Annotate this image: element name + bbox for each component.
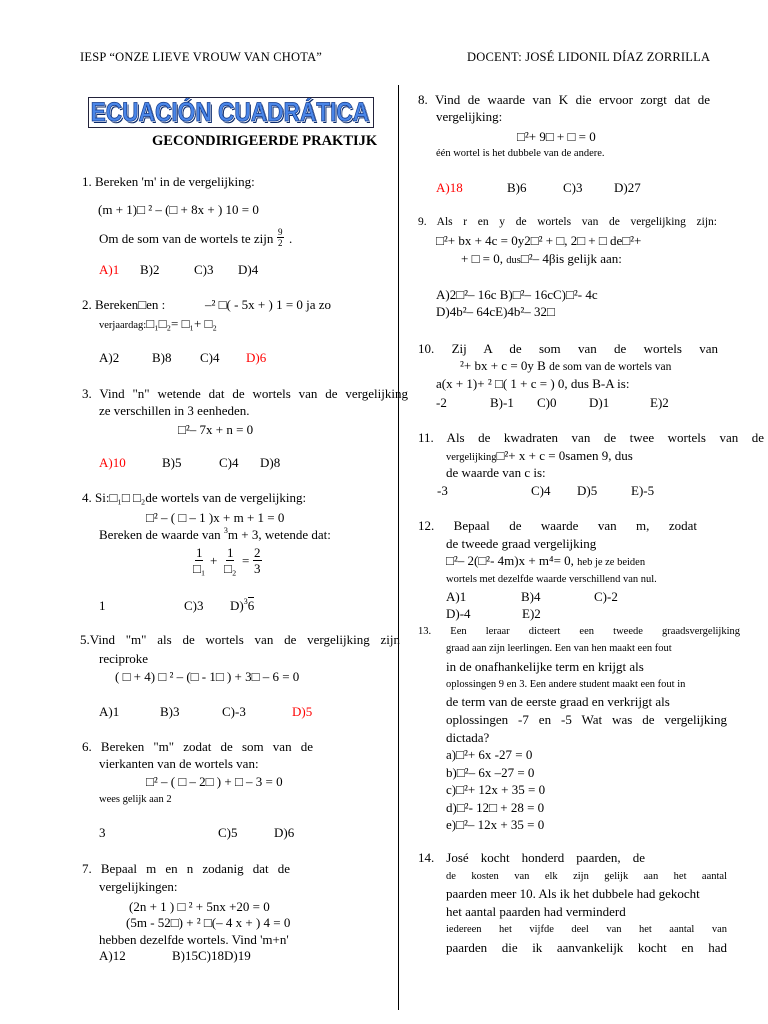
q4-answer-d <box>230 598 254 614</box>
q11-answer-d: D)5 <box>577 483 598 498</box>
q4-answer-c: C)3 <box>184 598 204 613</box>
title-banner-text: ECUACIÓN CUADRÁTICA <box>90 97 370 127</box>
q4-operator-plus: + <box>210 553 218 568</box>
q4-answer-d-prefix: D) <box>230 598 244 613</box>
q2-answer-b: B)8 <box>152 350 172 365</box>
q12-answer-c: C)-2 <box>594 589 618 604</box>
q1-answer-c: C)3 <box>194 262 214 277</box>
q12-equation-tail: heb je ze beiden <box>577 557 646 568</box>
q7-equation-2: (5m - 52□) + ² □(– 4 x + ) 4 = 0 <box>126 915 291 930</box>
q8-answer-a: A)18 <box>436 180 463 195</box>
q10-answer-a: -2 <box>436 395 447 410</box>
q1-equation: (m + 1)□ ² – (□ + 8x + ) 10 = 0 <box>98 202 259 217</box>
q2-answer-d: D)6 <box>246 350 267 365</box>
school-name: IESP “ONZE LIEVE VROUW VAN CHOTA” <box>80 50 323 64</box>
q5-answer-c: C)-3 <box>222 704 246 719</box>
q2-condition-formula: □₁□₂= □₁+ □₂ <box>146 316 217 331</box>
q3-equation: □²– 7x + n = 0 <box>178 422 254 437</box>
q1-condition-end: . <box>289 231 293 246</box>
q4-fraction-3-denominator: 3 <box>254 561 261 576</box>
q5-equation: ( □ + 4) □ ² – (□ - 1□ ) + 3□ – 6 = 0 <box>115 669 300 684</box>
q6-answer-d: D)6 <box>274 825 295 840</box>
q2-answer-a: A)2 <box>99 350 120 365</box>
q4-answer-d-radicand: 6 <box>247 598 255 613</box>
q1-answer-b: B)2 <box>140 262 160 277</box>
q1-condition: Om de som van de wortels te zijn <box>99 231 274 246</box>
q3-question-cont: ze verschillen in 3 eenheden. <box>99 403 250 418</box>
q7-condition: hebben dezelfde wortels. Vind 'm+n' <box>99 932 289 947</box>
q13-line-5: de term van de eerste graad en verkrijgt als <box>446 694 670 709</box>
q8-answer-c: C)3 <box>563 180 583 195</box>
q10-answer-e: E)2 <box>650 395 669 410</box>
q12-answer-a: A)1 <box>446 589 467 604</box>
q10-line-2-b: de som van de wortels van <box>549 361 672 373</box>
column-divider <box>398 85 399 1010</box>
teacher-name: DOCENT: JOSÉ LIDONIL DÍAZ ZORRILLA <box>467 50 711 64</box>
q12-question: 12. Bepaal de waarde van m, zodat <box>418 518 697 533</box>
q5-question: 5.Vind "m" als de wortels van de vergelijking zijn <box>80 632 400 647</box>
q9-line-3-a: + □ = 0, <box>461 251 507 266</box>
q10-line-2-a: ²+ bx + c = 0y B <box>460 358 550 373</box>
q11-answer-b: -3 <box>437 483 448 498</box>
q10-question: 10. Zij A de som van de wortels van <box>418 341 718 356</box>
q13-line-3: in de onafhankelijke term en krijgt als <box>446 659 644 674</box>
q7-equation-1: (2n + 1 ) □ ² + 5nx +20 = 0 <box>129 899 270 914</box>
q4-fraction-3 <box>253 545 262 576</box>
q12-answer-b: B)4 <box>521 589 541 604</box>
q10-answer-b: B)-1 <box>490 395 514 410</box>
q13-line-7: dictada? <box>446 730 490 745</box>
q4-root-index: 3 <box>223 526 228 535</box>
q12-condition: wortels met dezelfde waarde verschillend van nul. <box>446 574 657 585</box>
q12-equation <box>446 553 645 571</box>
q14-line-4: het aantal paarden had verminderd <box>446 904 626 919</box>
q11-answer-c: C)4 <box>531 483 551 498</box>
q5-answer-b: B)3 <box>160 704 180 719</box>
q10-line-2 <box>460 358 671 375</box>
q8-question: 8. Vind de waarde van K die ervoor zorgt dat de <box>418 92 710 107</box>
q4-fraction-3-numerator: 2 <box>254 545 261 560</box>
q9-line-2: □²+ bx + 4c = 0y2□² + □, 2□ + □ de□²+ <box>436 233 642 248</box>
q4-fraction-2-denominator: □₂ <box>224 561 237 576</box>
q3-answer-d: D)8 <box>260 455 281 470</box>
q14-line-3: paarden meer 10. Als ik het dubbele had gekocht <box>446 886 700 901</box>
q4-fraction-1 <box>193 545 205 576</box>
q3-question: 3. Vind "n" wetende dat de wortels van de vergelijking <box>82 386 408 401</box>
q2-condition <box>99 316 217 334</box>
q10-answer-c: C)0 <box>537 395 557 410</box>
q4-fraction-1-numerator: 1 <box>195 545 203 560</box>
q8-equation: □²+ 9□ + □ = 0 <box>517 129 596 144</box>
q5-answer-a: A)1 <box>99 704 120 719</box>
q5-question-cont: reciproke <box>99 651 149 666</box>
q13-option-e: e)□²– 12x + 35 = 0 <box>446 817 545 832</box>
q11-line-2 <box>446 448 633 466</box>
q3-answer-a: A)10 <box>99 455 126 470</box>
q14-line-5: iedereen het vijfde deel van het aantal van <box>446 924 727 935</box>
q4-operator-equals: = <box>242 553 250 568</box>
q8-question-cont: vergelijking: <box>436 109 503 124</box>
q4-equation: □² – ( □ – 1 )x + m + 1 = 0 <box>146 510 285 525</box>
q9-answers-de: D)4b²– 64cE)4b²– 32□ <box>436 304 555 319</box>
q13-option-d: d)□²- 12□ + 28 = 0 <box>446 800 545 815</box>
q4-fraction-2-numerator: 1 <box>226 545 234 560</box>
q4-fraction-2 <box>224 545 236 576</box>
q10-answer-d: D)1 <box>589 395 610 410</box>
q4-task-start: Bereken de waarde van <box>99 527 224 542</box>
q6-answer-c: C)5 <box>218 825 238 840</box>
q12-equation-formula: □²– 2(□²- 4m)x + m⁴= 0, <box>446 553 578 568</box>
q9-line-3-c: □²– 4βis gelijk aan: <box>520 251 622 266</box>
title-banner <box>88 97 374 128</box>
q11-question: 11. Als de kwadraten van de twee wortels van de <box>418 430 764 445</box>
q2-question: 2. Bereken□en : <box>82 297 166 312</box>
q4-answer-b: 1 <box>99 598 106 613</box>
q10-line-3: a(x + 1)+ ² □( 1 + c = ) 0, dus B-A is: <box>436 376 630 391</box>
q7-answer-a: A)12 <box>99 948 126 963</box>
q4-fraction-1-denominator: □₁ <box>193 561 206 576</box>
q2-answer-c: C)4 <box>200 350 220 365</box>
q12-question-cont: de tweede graad vergelijking <box>446 536 597 551</box>
q13-line-1: 13. Een leraar dicteert een tweede graadsvergelijking <box>418 626 740 637</box>
q3-answer-c: C)4 <box>219 455 239 470</box>
q2-condition-label: verjaardag: <box>99 320 147 331</box>
q6-condition: wees gelijk aan 2 <box>99 794 172 805</box>
q1-fraction-numerator: 9 <box>278 227 283 237</box>
q13-line-6: oplossingen -7 en -5 Wat was de vergelijking <box>446 712 727 727</box>
q1-fraction-denominator: 2 <box>278 238 283 248</box>
q13-line-2: graad aan zijn leerlingen. Een van hen maakt een fout <box>446 643 672 654</box>
q13-option-c: c)□²+ 12x + 35 = 0 <box>446 782 546 797</box>
q1-fraction <box>277 227 284 248</box>
q3-answer-b: B)5 <box>162 455 182 470</box>
q12-answer-d: D)-4 <box>446 606 471 621</box>
q13-option-a: a)□²+ 6x -27 = 0 <box>446 747 533 762</box>
q11-line-2-b: □²+ x + c = 0samen 9, dus <box>496 448 633 463</box>
q9-line-3 <box>461 251 622 269</box>
q4-task <box>99 527 331 543</box>
q1-answer-a: A)1 <box>99 262 120 277</box>
q6-question-cont: vierkanten van de wortels van: <box>99 756 259 771</box>
q2-equation: –² □( - 5x + ) 1 = 0 ja zo <box>205 297 332 312</box>
q9-line-3-b: dus <box>506 255 521 266</box>
q9-answers-abc: A)2□²– 16c B)□²– 16cC)□²- 4c <box>436 287 598 302</box>
q11-line-3: de waarde van c is: <box>446 465 546 480</box>
q1-answer-d: D)4 <box>238 262 259 277</box>
q11-answer-e: E)-5 <box>631 483 655 498</box>
q6-answer-b: 3 <box>99 825 106 840</box>
q9-question: 9. Als r en y de wortels van de vergelijking zijn: <box>418 216 717 228</box>
q13-option-b: b)□²– 6x –27 = 0 <box>446 765 535 780</box>
q4-task-end: m + 3, wetende dat: <box>227 527 331 542</box>
q8-condition: één wortel is het dubbele van de andere. <box>436 148 605 159</box>
q14-line-2: de kosten van elk zijn gelijk aan het aantal <box>446 871 727 882</box>
q1-question: 1. Bereken 'm' in de vergelijking: <box>82 174 255 189</box>
q8-answer-d: D)27 <box>614 180 641 195</box>
q7-question: 7. Bepaal m en n zodanig dat de <box>82 861 290 876</box>
q14-line-6: paarden die ik aanvankelijk kocht en had <box>446 940 727 955</box>
q4-answer-d-index: 3 <box>243 597 248 606</box>
q5-answer-d: D)5 <box>292 704 313 719</box>
q7-question-cont: vergelijkingen: <box>99 879 178 894</box>
q13-line-4: oplossingen 9 en 3. Een andere student maakt een fout in <box>446 679 686 690</box>
q6-equation: □² – ( □ – 2□ ) + □ – 3 = 0 <box>146 774 283 789</box>
q8-answer-b: B)6 <box>507 180 527 195</box>
q11-line-2-a: vergelijking <box>446 452 497 463</box>
q7-answers-bcd: B)15C)18D)19 <box>172 948 251 963</box>
q14-line-1: 14. José kocht honderd paarden, de <box>418 850 645 865</box>
q4-question: 4. Si:□₁□ □₂de wortels van de vergelijking: <box>82 490 307 505</box>
worksheet-subtitle: GECONDIRIGEERDE PRAKTIJK <box>152 133 378 149</box>
q6-question: 6. Bereken "m" zodat de som van de <box>82 739 313 754</box>
q12-answer-e: E)2 <box>522 606 541 621</box>
